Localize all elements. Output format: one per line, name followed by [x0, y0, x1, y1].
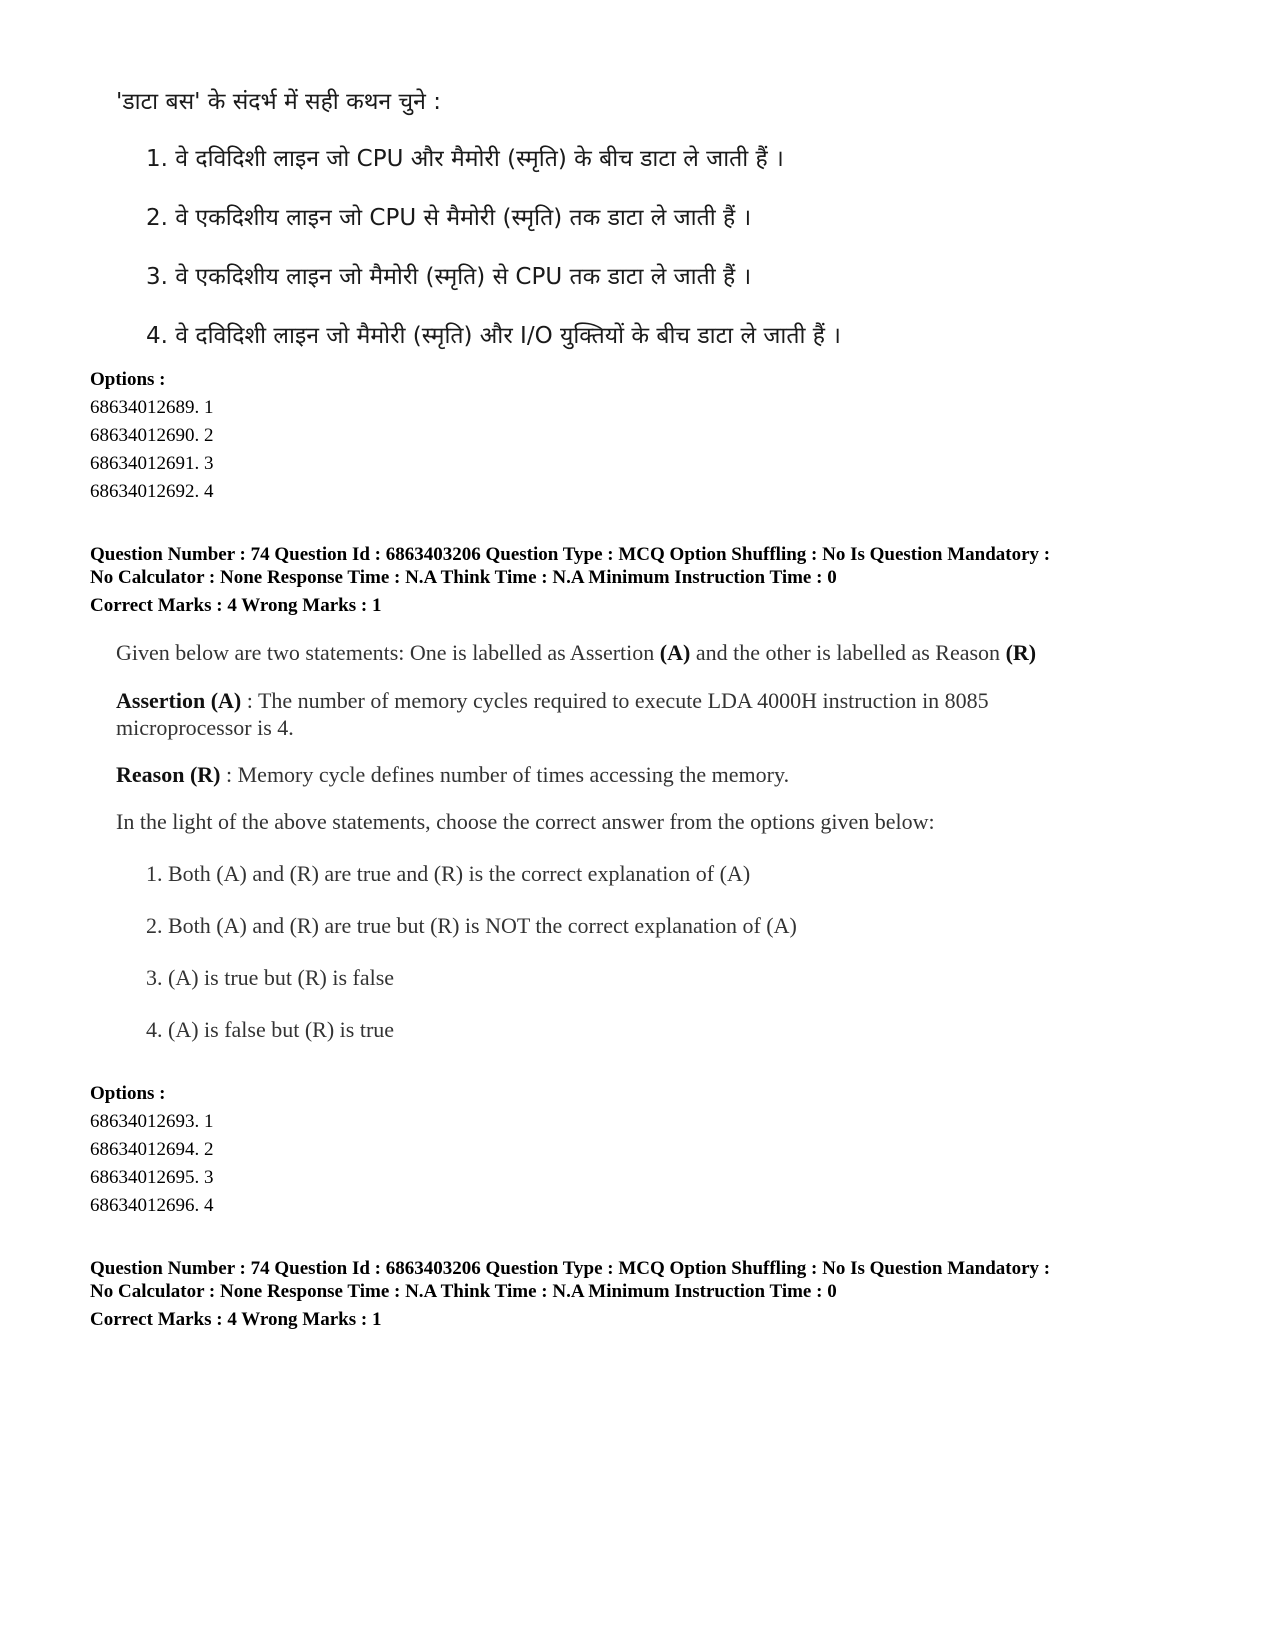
option-item: 68634012694. 2 [90, 1139, 214, 1160]
question-choice-4: 4. वे दविदिशी लाइन जो मैमोरी (स्मृति) और I/O युक्तियों के बीच डाटा ले जाती हैं । [146, 323, 841, 349]
question-instruction: In the light of the above statements, choose the correct answer from the options given below: [116, 809, 935, 834]
option-item: 68634012696. 4 [90, 1195, 214, 1216]
option-item: 68634012691. 3 [90, 453, 214, 474]
option-item: 68634012695. 3 [90, 1167, 214, 1188]
question-marks: Correct Marks : 4 Wrong Marks : 1 [90, 1309, 382, 1330]
question-meta [90, 543, 1200, 617]
question-choice-4: 4. (A) is false but (R) is true [146, 1017, 395, 1042]
question-intro: Given below are two statements: One is labelled as Assertion (A) and the other is labelled as Reason (R) [116, 640, 1037, 665]
question-choice-1: 1. वे दविदिशी लाइन जो CPU और मैमोरी (स्मृति) के बीच डाटा ले जाती हैं । [146, 146, 784, 172]
option-item: 68634012690. 2 [90, 425, 214, 446]
options-list [90, 366, 490, 506]
assertion-statement: Assertion (A) : The number of memory cycles required to execute LDA 4000H instruction in 8085 microprocessor is 4. [116, 688, 989, 740]
question-image-english [116, 640, 1116, 1068]
option-item: 68634012693. 1 [90, 1111, 214, 1132]
options-title: Options : [90, 369, 166, 390]
question-image-hindi [116, 84, 1116, 379]
question-choice-2: 2. वे एकदिशीय लाइन जो CPU से मैमोरी (स्मृति) तक डाटा ले जाती हैं । [146, 205, 752, 231]
reason-statement: Reason (R) : Memory cycle defines number of times accessing the memory. [116, 762, 790, 787]
question-choice-1: 1. Both (A) and (R) are true and (R) is the correct explanation of (A) [146, 861, 751, 886]
question-choice-3: 3. (A) is true but (R) is false [146, 965, 395, 990]
question-meta-line: No Calculator : None Response Time : N.A Think Time : N.A Minimum Instruction Time : 0 [90, 567, 837, 588]
question-meta-line: No Calculator : None Response Time : N.A Think Time : N.A Minimum Instruction Time : 0 [90, 1281, 837, 1302]
question-meta [90, 1257, 1200, 1331]
options-list [90, 1080, 490, 1220]
option-item: 68634012692. 4 [90, 481, 214, 502]
question-marks: Correct Marks : 4 Wrong Marks : 1 [90, 595, 382, 616]
option-item: 68634012689. 1 [90, 397, 214, 418]
question-choice-3: 3. वे एकदिशीय लाइन जो मैमोरी (स्मृति) से CPU तक डाटा ले जाती हैं । [146, 264, 752, 290]
question-meta-line: Question Number : 74 Question Id : 6863403206 Question Type : MCQ Option Shuffling : No Is Question Mandatory : [90, 1258, 1051, 1279]
question-choice-2: 2. Both (A) and (R) are true but (R) is NOT the correct explanation of (A) [146, 913, 797, 938]
question-meta-line: Question Number : 74 Question Id : 6863403206 Question Type : MCQ Option Shuffling : No Is Question Mandatory : [90, 544, 1051, 565]
question-stem: 'डाटा बस' के संदर्भ में सही कथन चुने : [116, 89, 441, 115]
options-title: Options : [90, 1083, 166, 1104]
